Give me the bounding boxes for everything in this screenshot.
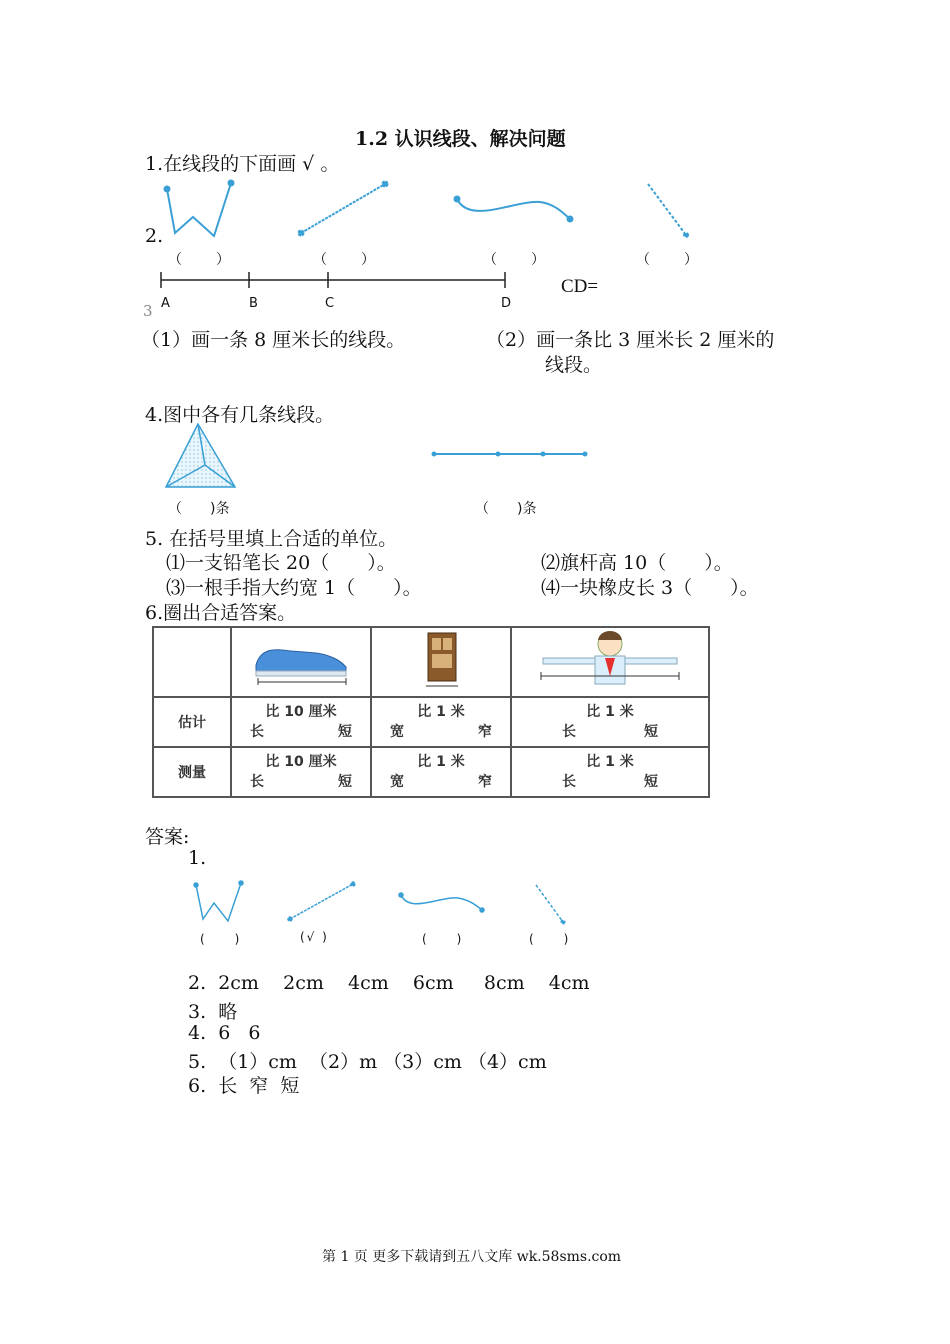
q5-item-3: ⑶一根手指大约宽 1（ ）。 bbox=[166, 577, 422, 599]
q4-answer-2: （ )条 bbox=[475, 501, 537, 517]
answer-1-bracket-2: (√ ) bbox=[300, 930, 329, 944]
answer-2: 2. 2cm 2cm 4cm 6cm 8cm 4cm bbox=[188, 972, 590, 994]
answers-heading: 答案: bbox=[145, 826, 190, 848]
q1-bracket-2: （ ） bbox=[313, 252, 377, 268]
q1-prompt: 1.在线段的下面画 √ 。 bbox=[145, 153, 340, 175]
answer-5: 5. （1）cm （2）m （3）cm （4）cm bbox=[188, 1051, 547, 1073]
answer-1-bracket-1: ( ) bbox=[200, 932, 242, 946]
q5-item-4: ⑷一块橡皮长 3（ ）。 bbox=[541, 577, 759, 599]
q1-bracket-1: （ ） bbox=[168, 252, 232, 268]
q1-bracket-4: （ ） bbox=[636, 252, 700, 268]
cd-label: CD= bbox=[561, 276, 599, 297]
q4-answer-1: （ )条 bbox=[168, 501, 230, 517]
page-footer: 第 1 页 更多下载请到五八文库 wk.58sms.com bbox=[322, 1249, 622, 1265]
answer-6: 6. 长 窄 短 bbox=[188, 1075, 300, 1097]
q6-row-label-estimate: 估计 bbox=[153, 697, 231, 747]
point-b-label: B bbox=[249, 296, 258, 311]
q6-estimate-door: 比 1 米 宽 窄 bbox=[371, 697, 511, 747]
point-c-label: C bbox=[325, 296, 335, 311]
q1-bracket-3: （ ） bbox=[483, 252, 547, 268]
q6-estimate-shoe: 比 10 厘米 长 短 bbox=[231, 697, 371, 747]
q3-item-2-line1: （2）画一条比 3 厘米长 2 厘米的 bbox=[486, 329, 775, 351]
q3-item-2-line2: 线段。 bbox=[545, 354, 603, 376]
answer-3: 3. 略 bbox=[188, 1001, 238, 1023]
q6-prompt: 6.圈出合适答案。 bbox=[145, 602, 297, 624]
page-title: 1.2 认识线段、解决问题 bbox=[355, 128, 566, 150]
q2-prompt: 2. bbox=[145, 225, 164, 247]
q5-item-1: ⑴一支铅笔长 20（ ）。 bbox=[166, 552, 396, 574]
q3-number: 3 bbox=[143, 302, 153, 320]
q6-measure-door: 比 1 米 宽 窄 bbox=[371, 747, 511, 797]
q6-row-label-measure: 测量 bbox=[153, 747, 231, 797]
q6-measure-child: 比 1 米 长 短 bbox=[511, 747, 709, 797]
answer-1-label: 1. bbox=[188, 847, 207, 869]
point-a-label: A bbox=[161, 296, 170, 311]
q4-prompt: 4.图中各有几条线段。 bbox=[145, 404, 335, 426]
answer-1-bracket-4: ( ) bbox=[529, 932, 571, 946]
point-d-label: D bbox=[501, 296, 512, 311]
q5-item-2: ⑵旗杆高 10（ ）。 bbox=[541, 552, 733, 574]
answer-1-bracket-3: ( ) bbox=[422, 932, 464, 946]
q3-item-1: （1）画一条 8 厘米长的线段。 bbox=[141, 329, 406, 351]
answer-4: 4. 6 6 bbox=[188, 1022, 261, 1044]
q6-measure-shoe: 比 10 厘米 长 短 bbox=[231, 747, 371, 797]
q6-estimate-child: 比 1 米 长 短 bbox=[511, 697, 709, 747]
q5-prompt: 5. 在括号里填上合适的单位。 bbox=[145, 528, 398, 550]
